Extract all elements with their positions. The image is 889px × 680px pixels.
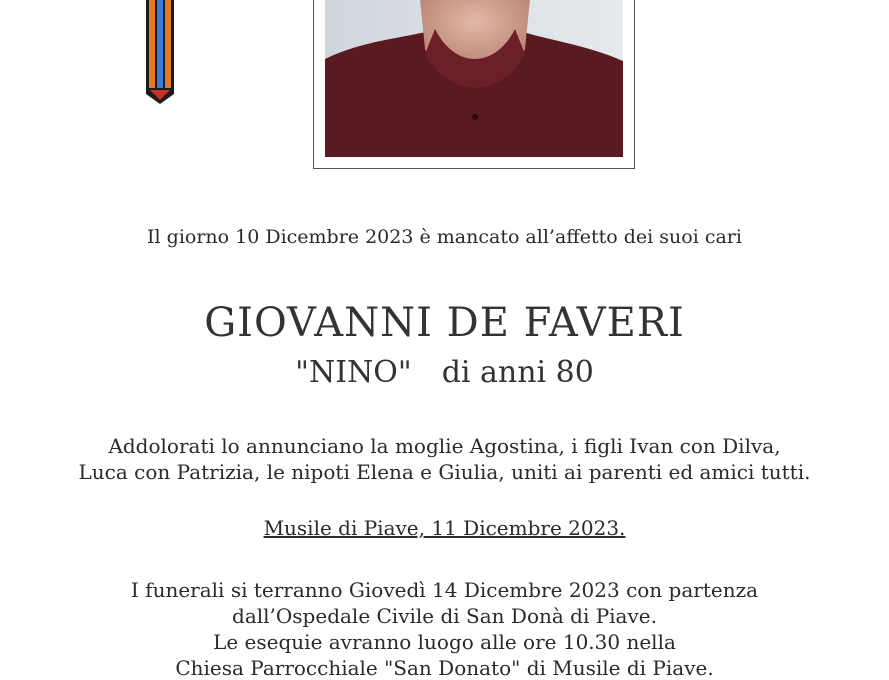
nickname-age-line [0, 355, 889, 390]
funeral-line-4: Chiesa Parrocchiale "San Donato" di Musile di Piave. [175, 656, 714, 680]
deceased-name: GIOVANNI DE FAVERI [204, 300, 685, 346]
portrait-photo [325, 0, 623, 157]
place-date: Musile di Piave, 11 Dicembre 2023. [263, 516, 626, 540]
intro-text: Il giorno 10 Dicembre 2023 è mancato all’affetto dei suoi cari [147, 226, 742, 248]
age: di anni 80 [441, 355, 594, 390]
funeral-line-1: I funerali si terranno Giovedì 14 Dicembre 2023 con partenza [130, 578, 759, 602]
announcement-line-1: Addolorati lo annunciano la moglie Agostina, i figli Ivan con Dilva, [108, 434, 781, 458]
funeral-line-3: Le esequie avranno luogo alle ore 10.30 nella [213, 630, 676, 654]
photo-frame [313, 0, 635, 169]
cross-icon [145, 0, 175, 105]
funeral-line-2: dall’Ospedale Civile di San Donà di Piave. [232, 604, 657, 628]
announcement-line-2: Luca con Patrizia, le nipoti Elena e Giulia, uniti ai parenti ed amici tutti. [78, 460, 811, 484]
nickname: "NINO" [295, 355, 412, 390]
